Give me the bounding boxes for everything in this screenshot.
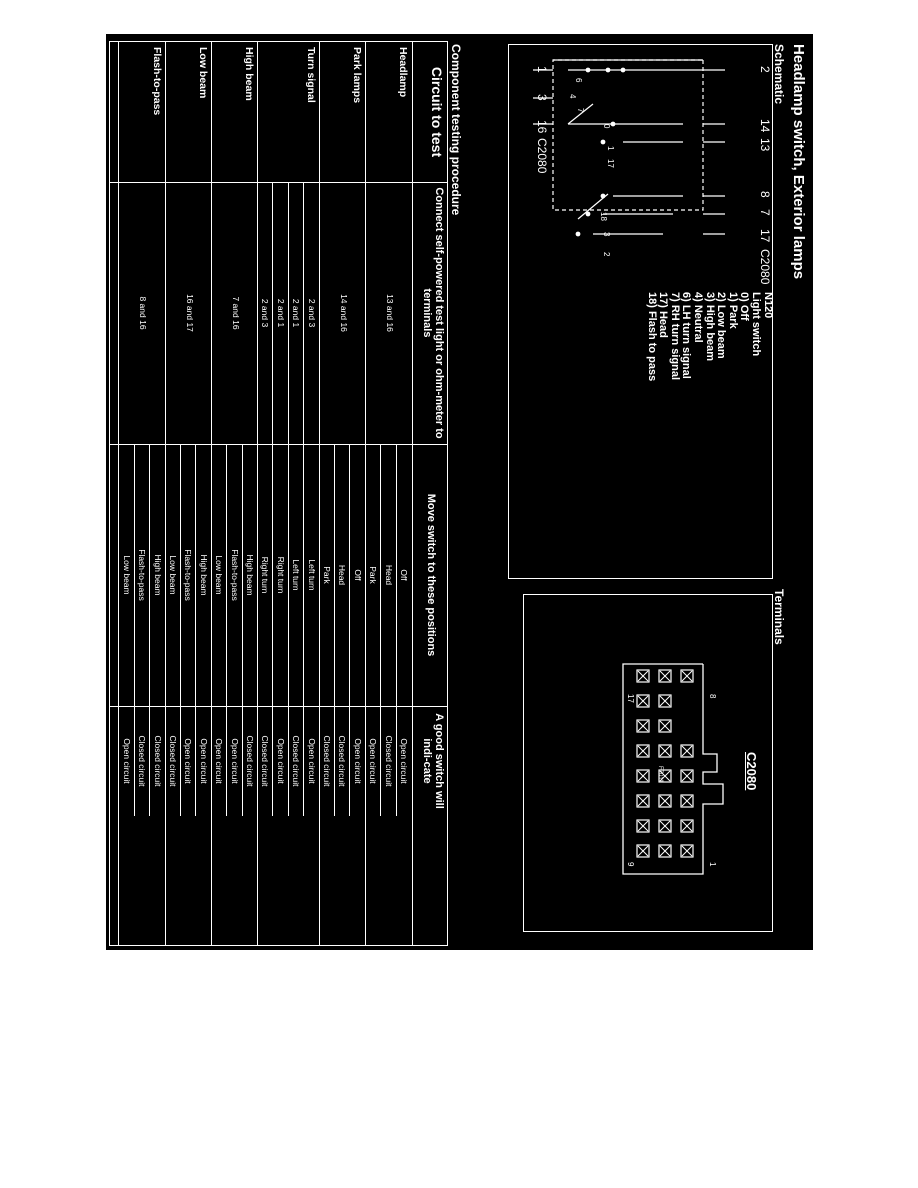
expected-result: Closed circuit (137, 735, 148, 787)
row-divider (380, 444, 381, 816)
terminal-pin-label: 17 (626, 694, 635, 703)
pin-label: 13 (758, 138, 772, 152)
expected-result: Closed circuit (383, 735, 394, 787)
legend-item: 6) LH turn signal (680, 292, 693, 379)
row-divider (396, 444, 397, 816)
switch-position: Left turn (306, 559, 317, 591)
switch-position: Low beam (168, 555, 178, 595)
terminals-value: 8 and 16 (138, 296, 149, 330)
legend-item: 18) Flash to pass (645, 292, 658, 382)
terminal-pin-label: 1 (708, 862, 717, 867)
pin-label: 8 (758, 191, 772, 198)
row-divider (272, 182, 273, 816)
expected-result: Open circuit (229, 738, 240, 784)
row-divider (334, 444, 335, 816)
document-panel (106, 34, 813, 950)
switch-position: Right turn (275, 556, 286, 594)
switch-position: Low beam (214, 555, 225, 595)
expected-result: Closed circuit (337, 735, 348, 787)
switch-position: High beam (152, 554, 163, 596)
legend-item: 4) Neutral (692, 292, 705, 343)
expected-result: Closed circuit (152, 735, 163, 787)
testing-heading: Component testing procedure (449, 44, 463, 216)
circuit-divider (118, 42, 119, 945)
switch-position: Low beam (121, 555, 132, 595)
circuit-name: Park lamps (350, 47, 363, 104)
expected-result: Closed circuit (168, 735, 178, 787)
contact-label: 4 (568, 94, 577, 99)
expected-result: Open circuit (352, 738, 363, 784)
expected-result: Open circuit (399, 738, 409, 784)
expected-result: Open circuit (306, 738, 317, 784)
pin-label: 17 (758, 229, 772, 243)
row-divider (180, 444, 181, 816)
header-divider (412, 42, 413, 945)
contact-label: 17 (606, 159, 615, 168)
switch-position: Head (337, 564, 348, 586)
switch-position: Flash-to-pass (229, 549, 240, 601)
contact-label: 18 (599, 212, 608, 221)
pin-label: 1 (535, 66, 549, 73)
row-divider (134, 444, 135, 816)
switch-position: Flash-to-pass (183, 549, 194, 601)
contact-label: 6 (574, 78, 583, 83)
circuit-name: Flash-to-pass (150, 47, 163, 116)
row-divider (242, 444, 243, 816)
pin-label: 3 (535, 94, 549, 101)
terminals-value: 2 and 3 (306, 298, 317, 328)
row-divider (226, 444, 227, 816)
switch-position: Flash-to-pass (137, 549, 148, 601)
expected-result: Open circuit (214, 738, 225, 784)
terminals-value: 7 and 16 (230, 296, 241, 330)
terminals-value: 14 and 16 (338, 294, 349, 332)
legend-item: 2) Low beam (715, 292, 728, 359)
expected-result: Open circuit (368, 738, 379, 784)
switch-position: High beam (198, 554, 209, 596)
row-divider (195, 444, 196, 816)
page-title: Headlamp switch, Exterior lamps (790, 44, 807, 280)
terminal-pin-label: 8 (708, 694, 717, 699)
expected-result: Closed circuit (245, 735, 255, 787)
switch-position: Head (383, 564, 394, 586)
column-header: Connect self-powered test light or ohm-meter to terminals (421, 187, 445, 439)
legend-item: 1) Park (726, 292, 739, 329)
circuit-name: Turn signal (304, 47, 317, 103)
switch-position: Left turn (291, 559, 302, 591)
terminals-heading: Terminals (772, 589, 786, 645)
circuit-divider (365, 42, 366, 945)
switch-position: Park (368, 566, 379, 584)
rotated-content (106, 34, 813, 950)
expected-result: Open circuit (198, 738, 209, 784)
legend (645, 292, 761, 381)
pin-label: 2 (758, 66, 772, 73)
terminals-value: 13 and 16 (384, 294, 395, 332)
column-header: Move switch to these positions (425, 493, 437, 657)
connector-diagram (583, 654, 743, 884)
top-connector-label: C2080 (758, 249, 772, 285)
circuit-divider (211, 42, 212, 945)
row-divider (303, 182, 304, 816)
contact-label: 2 (602, 252, 611, 257)
expected-result: Open circuit (183, 738, 194, 784)
pin-grid (637, 670, 693, 857)
circuit-name: Headlamp (397, 47, 409, 98)
figure-code: F7011 (657, 766, 663, 783)
terminals-value: 2 and 3 (260, 298, 271, 328)
circuit-divider (257, 42, 258, 945)
pin-label: 7 (758, 209, 772, 216)
row-divider (149, 444, 150, 816)
switch-position: Right turn (260, 556, 271, 594)
circuit-divider (319, 42, 320, 945)
row-divider (288, 182, 289, 816)
switch-position: Park (322, 566, 332, 584)
terminals-value: 2 and 1 (275, 298, 286, 328)
bottom-connector-label: C2080 (535, 138, 549, 174)
terminals-value: 16 and 17 (184, 294, 195, 332)
expected-result: Closed circuit (322, 735, 332, 787)
contact-label: 7 (576, 108, 585, 113)
terminals-value: 2 and 1 (291, 298, 302, 328)
pin-label: 16 (535, 120, 549, 134)
schematic-heading: Schematic (772, 44, 786, 105)
testing-table (109, 41, 448, 946)
circuit-name: Low beam (196, 47, 209, 99)
legend-item: 3) High beam (703, 292, 716, 362)
switch-position: Off (352, 569, 363, 581)
column-header: A good switch will indi-cate (421, 713, 445, 809)
connector-title: C2080 (744, 752, 759, 791)
expected-result: Open circuit (121, 738, 132, 784)
contact-label: 1 (606, 146, 615, 151)
contact-label: 0 (602, 124, 611, 129)
legend-item: 17) Head (657, 292, 670, 338)
switch-position: Off (399, 569, 409, 581)
component-id: N120 (762, 292, 774, 319)
terminal-pin-label: 9 (626, 862, 635, 867)
row-divider (349, 444, 350, 816)
column-header: Circuit to test (429, 66, 445, 158)
pin-label: 14 (758, 119, 772, 133)
expected-result: Closed circuit (291, 735, 302, 787)
expected-result: Closed circuit (260, 735, 271, 787)
switch-position: High beam (245, 554, 255, 596)
legend-item: 7) RH turn signal (668, 292, 681, 381)
expected-result: Open circuit (275, 738, 286, 784)
circuit-divider (165, 42, 166, 945)
legend-item: Light switch (750, 292, 762, 357)
legend-item: 0) Off (738, 292, 751, 321)
circuit-name: High beam (243, 47, 255, 101)
contact-label: 3 (602, 232, 611, 237)
